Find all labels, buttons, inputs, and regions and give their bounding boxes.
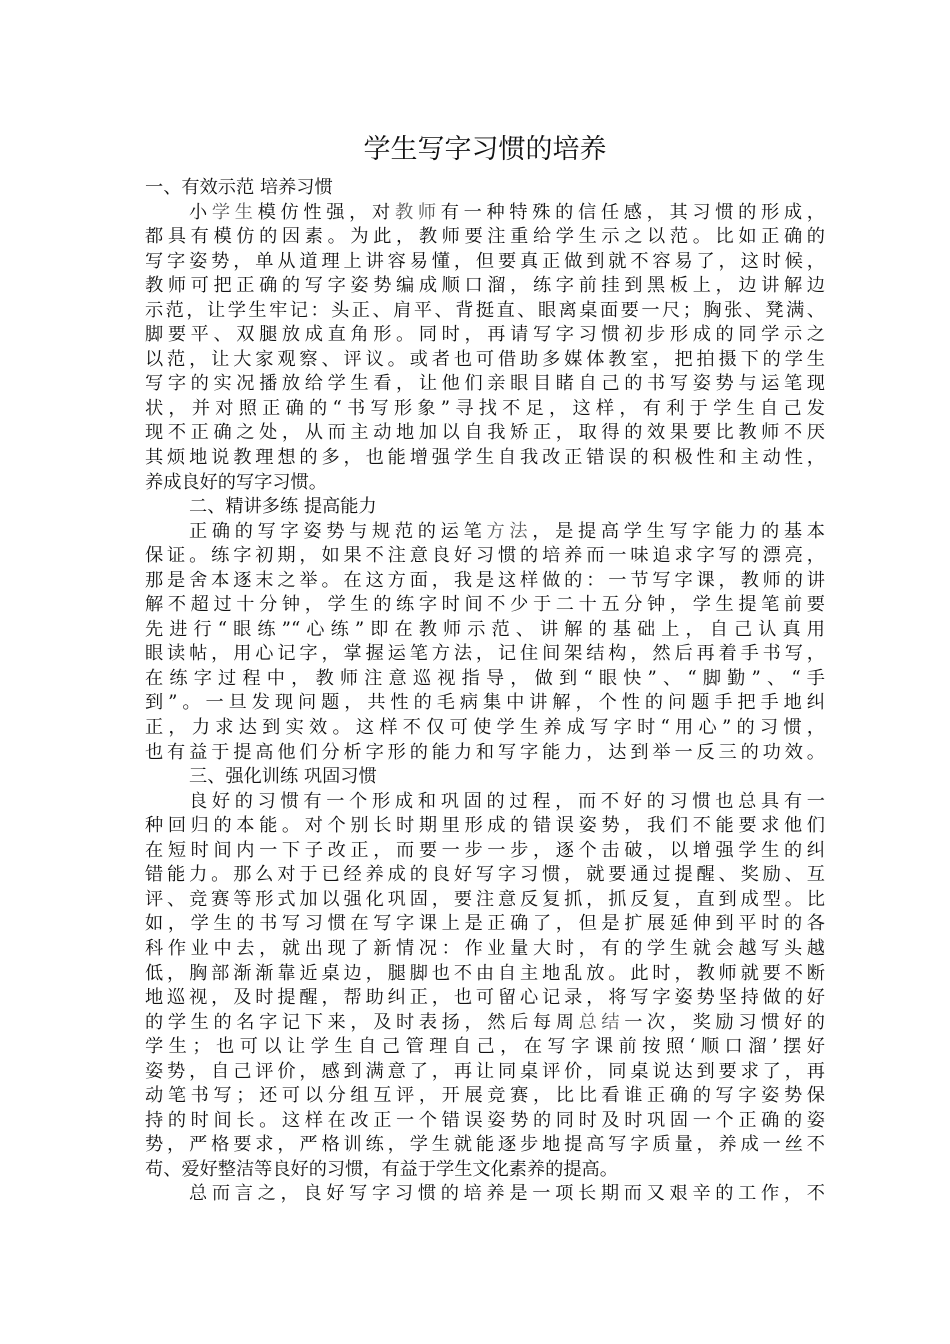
paragraph-line: 错能力。那么对于已经养成的良好写字习惯，就要通过提醒、奖励、互: [145, 864, 825, 886]
paragraph-line: 写字的实况播放给学生看，让他们亲眼目睹自己的书写姿势与运笔现: [145, 373, 825, 395]
paragraph-line: 种回归的本能。对个别长时期里形成的错误姿势，我们不能要求他们: [145, 815, 825, 837]
section-1: [145, 176, 825, 495]
paragraph-line: 先进行“眼练”“心练”即在教师示范、讲解的基础上，自己认真用: [145, 618, 825, 640]
paragraph-line: 到”。一旦发现问题，共性的毛病集中讲解，个性的问题手把手地纠: [145, 692, 825, 714]
paragraph-line: 良好的习惯有一个形成和巩固的过程，而不好的习惯也总具有一: [189, 790, 825, 812]
highlighted-term: 教师: [394, 201, 441, 223]
paragraph-line: 如，学生的书写习惯在写字课上是正确了，但是扩展延伸到平时的各: [145, 913, 825, 935]
paragraph-line: 脚要平、双腿放成直角形。同时，再请写字习惯初步形成的同学示之: [145, 324, 825, 346]
paragraph-line: 势，严格要求，严格训练，学生就能逐步地提高写字质量，养成一丝不: [145, 1134, 825, 1156]
document-title: 学生写字习惯的培养: [363, 134, 607, 165]
paragraph-line: 其烦地说教理想的多，也能增强学生自我改正错误的积极性和主动性，: [145, 447, 825, 469]
paragraph-line: 正，力求达到实效。这样不仅可使学生养成写字时“用心”的习惯，: [145, 717, 825, 739]
paragraph-line: 学生；也可以让学生自己管理自己，在写字课前按照‘顺口溜’摆好: [145, 1036, 825, 1058]
highlighted-term: 总结: [578, 1011, 625, 1033]
paragraph-line: 示范，让学生牢记：头正、肩平、背挺直、眼离桌面要一尺；胸张、凳满、: [145, 299, 825, 321]
paragraph-line: 小学生模仿性强，对教师有一种特殊的信任感，其习惯的形成，: [189, 201, 825, 223]
section-2: [145, 495, 825, 765]
paragraph-line: 在短时间内一下子改正，而要一步一步，逐个击破，以增强学生的纠: [145, 839, 825, 861]
paragraph-line: 正确的写字姿势与规范的运笔方法，是提高学生写字能力的基本: [189, 520, 825, 542]
paragraph-line: 眼读帖，用心记字，掌握运笔方法，记住间架结构，然后再着手书写，: [145, 643, 825, 665]
highlighted-term: 学生: [211, 201, 258, 223]
section-conclusion: [145, 1182, 825, 1207]
paragraph-line: 也有益于提高他们分析字形的能力和写字能力，达到举一反三的功效。: [145, 741, 825, 763]
paragraph-line: 动笔书写；还可以分组互评，开展竞赛，比比看谁正确的写字姿势保: [145, 1085, 825, 1107]
paragraph-line: 解不超过十分钟，学生的练字时间不少于二十五分钟，学生提笔前要: [145, 594, 825, 616]
paragraph-line: 总而言之，良好写字习惯的培养是一项长期而又艰辛的工作，不: [189, 1183, 825, 1205]
paragraph-line: 评、竞赛等形式加以强化巩固，要注意反复抓，抓反复，直到成型。比: [145, 888, 825, 910]
paragraph-line: 苟、爱好整洁等良好的习惯，有益于学生文化素养的提高。: [145, 1158, 618, 1180]
paragraph-line: 的学生的名字记下来，及时表扬，然后每周总结一次，奖励习惯好的: [145, 1011, 825, 1033]
section-heading: 三、强化训练 巩固习惯: [189, 766, 377, 788]
paragraph-line: 现不正确之处，从而主动地加以自我矫正，取得的效果要比教师不厌: [145, 422, 825, 444]
paragraph-line: 保证。练字初期，如果不注意良好习惯的培养而一味追求字写的漂亮，: [145, 545, 825, 567]
document-page: [145, 128, 825, 1207]
paragraph-line: 都具有模仿的因素。为此，教师要注重给学生示之以范。比如正确的: [145, 226, 825, 248]
paragraph-line: 低，胸部渐渐靠近桌边，腿脚也不由自主地乱放。此时，教师就要不断: [145, 962, 825, 984]
section-heading: 二、精讲多练 提高能力: [189, 496, 377, 518]
paragraph-line: 地巡视，及时提醒，帮助纠正，也可留心记录，将写字姿势坚持做的好: [145, 987, 825, 1009]
paragraph-line: 在练字过程中，教师注意巡视指导，做到“眼快”、“脚勤”、“手: [145, 667, 825, 689]
paragraph-line: 养成良好的写字习惯。: [145, 471, 327, 493]
section-3: [145, 765, 825, 1182]
paragraph-line: 科作业中去，就出现了新情况：作业量大时，有的学生就会越写头越: [145, 937, 825, 959]
paragraph-line: 那是舍本逐末之举。在这方面，我是这样做的：一节写字课，教师的讲: [145, 569, 825, 591]
paragraph-line: 状，并对照正确的“书写形象”寻找不足，这样，有利于学生自己发: [145, 397, 825, 419]
paragraph-line: 以范，让大家观察、评议。或者也可借助多媒体教室，把拍摄下的学生: [145, 348, 825, 370]
section-heading: 一、有效示范 培养习惯: [145, 177, 333, 198]
paragraph-line: 教师可把正确的写字姿势编成顺口溜，练字前挂到黑板上，边讲解边: [145, 275, 825, 297]
paragraph-line: 持的时间长。这样在改正一个错误姿势的同时及时巩固一个正确的姿: [145, 1109, 825, 1131]
paragraph-line: 姿势，自己评价，感到满意了，再让同桌评价，同桌说达到要求了，再: [145, 1060, 825, 1082]
highlighted-term: 方法: [486, 520, 533, 542]
paragraph-line: 写字姿势，单从道理上讲容易懂，但要真正做到就不容易了，这时候，: [145, 250, 825, 272]
